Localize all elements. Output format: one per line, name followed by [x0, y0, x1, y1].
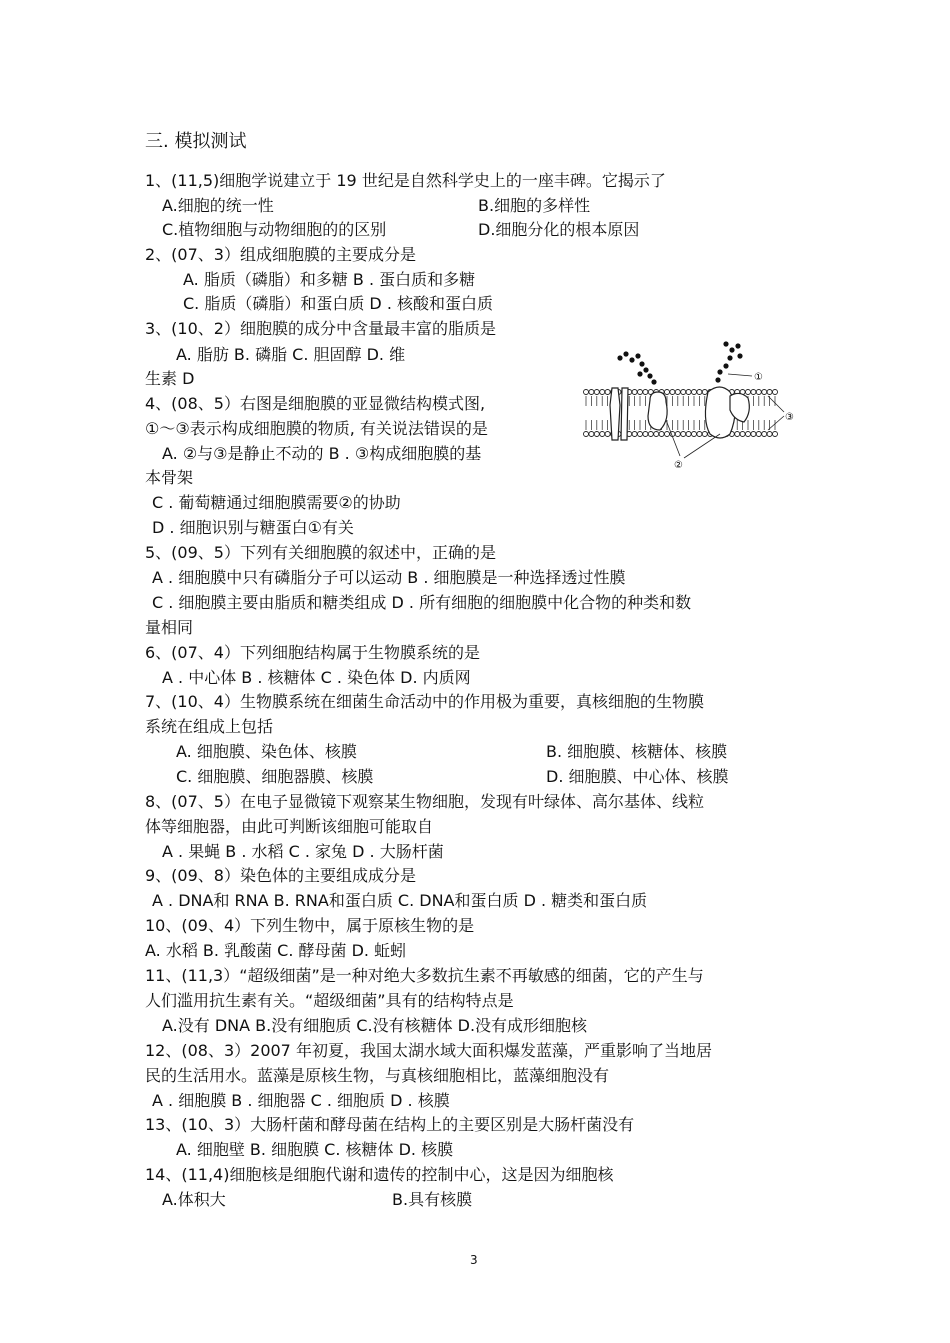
text-line: 2、(07、3）组成细胞膜的主要成分是 — [145, 245, 416, 264]
text-line: C.植物细胞与动物细胞的的区别 — [162, 220, 387, 239]
text-line: 6、(07、4）下列细胞结构属于生物膜系统的是 — [145, 643, 480, 662]
text-line: A . DNA和 RNA B. RNA和蛋白质 C. DNA和蛋白质 D . 糖类和蛋白质 — [152, 891, 648, 910]
text-line: A. ②与③是静止不动的 B . ③构成细胞膜的基 — [162, 444, 482, 463]
page-number: 3 — [470, 1253, 478, 1267]
text-line: A . 中心体 B . 核糖体 C . 染色体 D. 内质网 — [162, 668, 471, 687]
text-line: A. 细胞膜、染色体、核膜 — [176, 742, 357, 761]
text-line: 量相同 — [145, 618, 194, 637]
text-line: A . 细胞膜中只有磷脂分子可以运动 B . 细胞膜是一种选择透过性膜 — [152, 568, 626, 587]
text-line: A.细胞的统一性 — [162, 196, 274, 215]
text-line: A. 脂质（磷脂）和多糖 B . 蛋白质和多糖 — [183, 270, 476, 289]
text-line: 12、(08、3）2007 年初夏，我国太湖水域大面积爆发蓝藻，严重影响了当地居 — [145, 1041, 712, 1060]
text-line: 人们滥用抗生素有关。“超级细菌”具有的结构特点是 — [145, 991, 514, 1010]
label-3: ③ — [785, 412, 794, 423]
text-line: 3、(10、2）细胞膜的成分中含量最丰富的脂质是 — [145, 319, 496, 338]
text-line: A. 水稻 B. 乳酸菌 C. 酵母菌 D. 蚯蚓 — [145, 941, 407, 960]
text-line: 10、(09、4）下列生物中，属于原核生物的是 — [145, 916, 475, 935]
text-line: 7、(10、4）生物膜系统在细菌生命活动中的作用极为重要，真核细胞的生物膜 — [145, 692, 704, 711]
text-line: 体等细胞器，由此可判断该细胞可能取自 — [145, 817, 434, 836]
text-line: 14、(11,4)细胞核是细胞代谢和遗传的控制中心，这是因为细胞核 — [145, 1165, 614, 1184]
text-line: C . 葡萄糖通过细胞膜需要②的协助 — [152, 493, 401, 512]
text-line: C . 细胞膜主要由脂质和糖类组成 D . 所有细胞的细胞膜中化合物的种类和数 — [152, 593, 692, 612]
text-line: A.体积大 — [162, 1190, 226, 1209]
text-line: 9、(09、8）染色体的主要组成成分是 — [145, 866, 416, 885]
label-1: ① — [754, 372, 763, 383]
text-line: B.细胞的多样性 — [478, 196, 591, 215]
text-line: 4、(08、5）右图是细胞膜的亚显微结构模式图, — [145, 394, 486, 413]
text-line: A.没有 DNA B.没有细胞质 C.没有核糖体 D.没有成形细胞核 — [162, 1016, 588, 1035]
text-line: 系统在组成上包括 — [145, 717, 274, 736]
text-line: 1、(11,5)细胞学说建立于 19 世纪是自然科学史上的一座丰碑。它揭示了 — [145, 171, 666, 190]
text-line: 11、(11,3）“超级细菌”是一种对绝大多数抗生素不再敏感的细菌，它的产生与 — [145, 966, 704, 985]
text-line: 5、(09、5）下列有关细胞膜的叙述中，正确的是 — [145, 543, 496, 562]
text-line: 民的生活用水。蓝藻是原核生物，与真核细胞相比，蓝藻细胞没有 — [145, 1066, 610, 1085]
text-line: B.具有核膜 — [392, 1190, 473, 1209]
text-line: B. 细胞膜、核糖体、核膜 — [546, 742, 728, 761]
text-line: C. 脂质（磷脂）和蛋白质 D . 核酸和蛋白质 — [183, 294, 494, 313]
label-2: ② — [674, 460, 683, 471]
text-line: D.细胞分化的根本原因 — [478, 220, 640, 239]
text-line: 8、(07、5）在电子显微镜下观察某生物细胞，发现有叶绿体、高尔基体、线粒 — [145, 792, 704, 811]
text-line: 生素 D — [145, 369, 195, 388]
text-line: 13、(10、3）大肠杆菌和酵母菌在结构上的主要区别是大肠杆菌没有 — [145, 1115, 635, 1134]
text-line: ①～③表示构成细胞膜的物质, 有关说法错误的是 — [145, 419, 488, 438]
text-line: A . 果蝇 B . 水稻 C . 家兔 D . 大肠杆菌 — [162, 842, 444, 861]
cell-membrane-diagram — [580, 330, 800, 480]
text-line: D. 细胞膜、中心体、核膜 — [546, 767, 729, 786]
sugar-chains — [617, 341, 742, 384]
text-line: D . 细胞识别与糖蛋白①有关 — [152, 518, 354, 537]
text-line: A. 脂肪 B. 磷脂 C. 胆固醇 D. 维 — [176, 345, 406, 364]
text-line: 本骨架 — [145, 468, 194, 487]
text-line: A. 细胞壁 B. 细胞膜 C. 核糖体 D. 核膜 — [176, 1140, 454, 1159]
text-line: C. 细胞膜、细胞器膜、核膜 — [176, 767, 374, 786]
section-title: 三. 模拟测试 — [145, 131, 247, 152]
text-line: A . 细胞膜 B . 细胞器 C . 细胞质 D . 核膜 — [152, 1091, 450, 1110]
